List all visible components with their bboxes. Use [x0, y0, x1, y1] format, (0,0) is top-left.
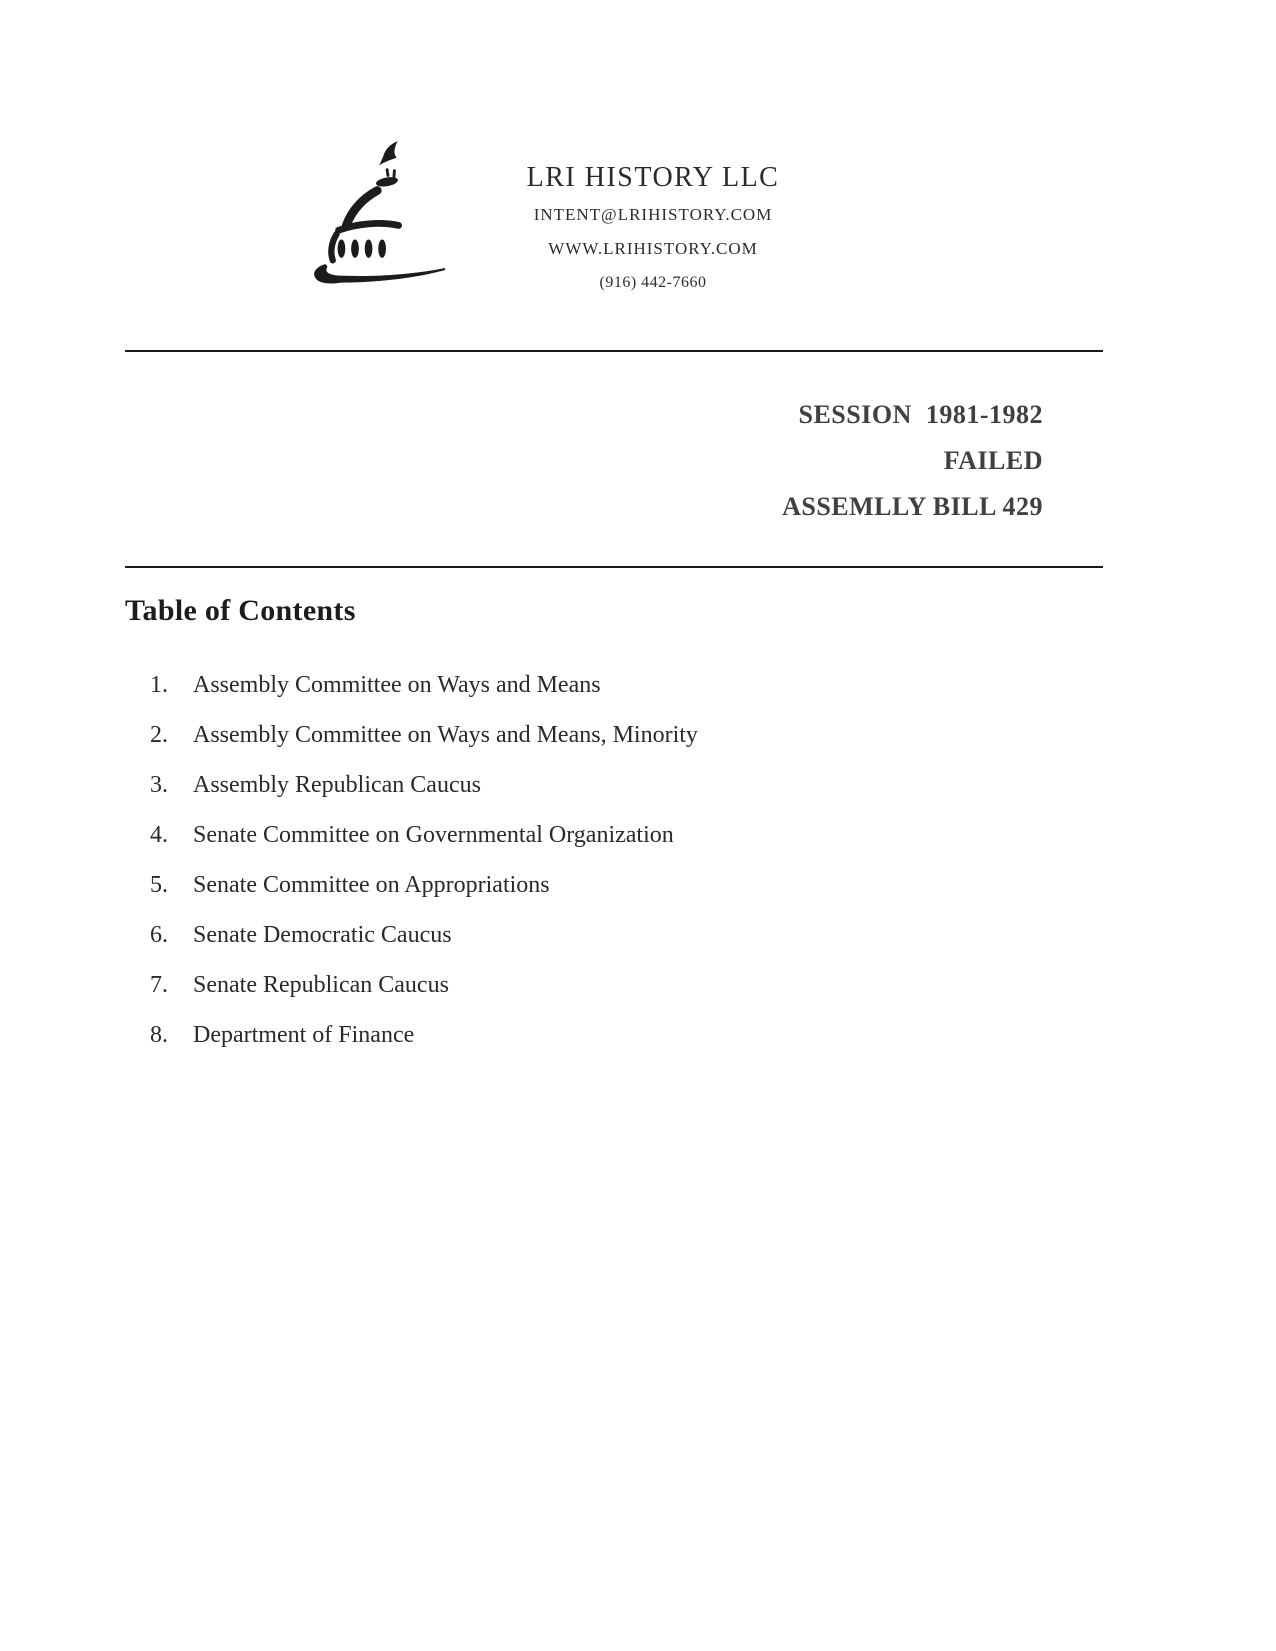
- session-years: SESSION 1981-1982: [798, 400, 1043, 429]
- toc-item-number: 8.: [150, 1022, 168, 1048]
- letterhead: [125, 128, 1103, 300]
- session-block: [125, 392, 1103, 530]
- capitol-dome-logo-icon: [293, 128, 448, 286]
- toc-item-label: Assembly Republican Caucus: [193, 772, 481, 798]
- toc-item-number: 2.: [150, 722, 168, 748]
- bill-number: ASSEMLLY BILL 429: [782, 492, 1043, 521]
- letterhead-text: [503, 128, 803, 300]
- toc-item-number: 7.: [150, 972, 168, 998]
- toc-item-number: 6.: [150, 922, 168, 948]
- company-name: LRI HISTORY LLC: [526, 162, 780, 193]
- toc-item-number: 3.: [150, 772, 168, 798]
- toc-item: [125, 920, 1103, 950]
- company-website: WWW.LRIHISTORY.COM: [548, 239, 758, 258]
- toc-item-number: 1.: [150, 672, 168, 698]
- toc-item-number: 5.: [150, 872, 168, 898]
- toc-item-label: Senate Republican Caucus: [193, 972, 449, 998]
- toc-item-number: 4.: [150, 822, 168, 848]
- company-phone: (916) 442-7660: [599, 274, 707, 291]
- toc-item-label: Assembly Committee on Ways and Means: [193, 672, 601, 698]
- company-email: INTENT@LRIHISTORY.COM: [533, 205, 773, 224]
- divider-bottom: [125, 566, 1103, 568]
- toc-item: [125, 670, 1103, 700]
- toc-item-label: Assembly Committee on Ways and Means, Minority: [193, 722, 698, 748]
- toc-item-label: Senate Committee on Appropriations: [193, 872, 550, 898]
- toc-item: [125, 770, 1103, 800]
- divider-top: [125, 350, 1103, 352]
- toc-item: [125, 720, 1103, 750]
- toc-item: [125, 820, 1103, 850]
- toc-item-label: Department of Finance: [193, 1022, 415, 1048]
- bill-status: FAILED: [943, 446, 1043, 475]
- toc-item: [125, 1020, 1103, 1050]
- toc-item-label: Senate Democratic Caucus: [193, 922, 452, 948]
- toc-item: [125, 870, 1103, 900]
- toc-title: Table of Contents: [125, 594, 356, 627]
- toc-list: [125, 670, 1103, 1050]
- toc-item-label: Senate Committee on Governmental Organization: [193, 822, 674, 848]
- toc-item: [125, 970, 1103, 1000]
